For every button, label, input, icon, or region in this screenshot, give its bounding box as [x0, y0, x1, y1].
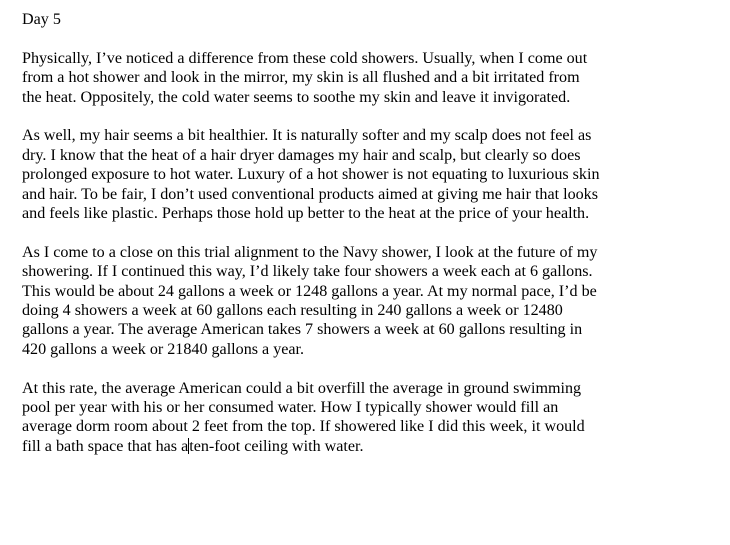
text-line: As well, my hair seems a bit healthier. It is naturally softer and my scalp does not feel as	[22, 127, 592, 145]
text-line: the heat. Oppositely, the cold water seems to soothe my skin and leave it invigorated.	[22, 88, 571, 106]
text-line: 420 gallons a week or 21840 gallons a year.	[22, 340, 305, 358]
text-line-with-caret	[22, 437, 722, 456]
paragraph-4	[22, 379, 722, 457]
text-before-caret: fill a bath space that has a	[22, 437, 189, 455]
text-line: pool per year with his or her consumed water. How I typically shower would fill an	[22, 399, 559, 417]
paragraph-3	[22, 243, 722, 359]
text-line: As I come to a close on this trial alignment to the Navy shower, I look at the future of my	[22, 243, 598, 261]
text-line: This would be about 24 gallons a week or 1248 gallons a year. At my normal pace, I’d be	[22, 282, 597, 300]
text-line: At this rate, the average American could a bit overfill the average in ground swimming	[22, 379, 582, 397]
text-line: prolonged exposure to hot water. Luxury of a hot shower is not equating to luxurious skin	[22, 166, 600, 184]
text-after-caret: ten-foot ceiling with water.	[189, 437, 364, 455]
document-heading: Day 5	[22, 11, 61, 28]
text-line: and feels like plastic. Perhaps those hold up better to the heat at the price of your health.	[22, 205, 590, 223]
paragraph-1	[22, 49, 722, 107]
text-line: and hair. To be fair, I don’t used conventional products aimed at giving me hair that looks	[22, 185, 598, 203]
text-line: gallons a year. The average American takes 7 showers a week at 60 gallons resulting in	[22, 321, 583, 339]
paragraph-2	[22, 126, 722, 223]
text-line: doing 4 showers a week at 60 gallons each resulting in 240 gallons a week or 12480	[22, 302, 563, 320]
text-line: from a hot shower and look in the mirror, my skin is all flushed and a bit irritated from	[22, 69, 580, 87]
text-line: average dorm room about 2 feet from the top. If showered like I did this week, it would	[22, 418, 585, 436]
text-line: showering. If I continued this way, I’d likely take four showers a week each at 6 gallons.	[22, 263, 593, 281]
text-line: dry. I know that the heat of a hair dryer damages my hair and scalp, but clearly so does	[22, 146, 581, 164]
text-line: Physically, I’ve noticed a difference from these cold showers. Usually, when I come out	[22, 49, 588, 67]
document-page[interactable]	[22, 10, 722, 476]
